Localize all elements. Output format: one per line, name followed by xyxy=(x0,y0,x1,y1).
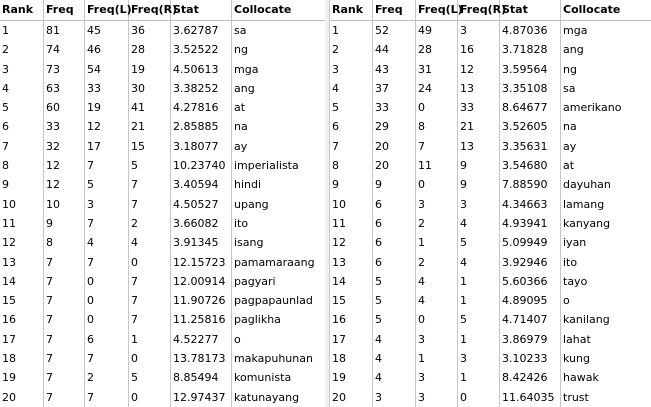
freq-cell: 10 xyxy=(44,195,85,214)
column-freq-right-header[interactable]: Freq(R) xyxy=(458,0,500,20)
rank-cell: 6 xyxy=(330,117,373,136)
rank-cell: 5 xyxy=(330,98,373,117)
freq-left-cell: 7 xyxy=(85,156,129,175)
collocate-cell: isang xyxy=(234,236,264,250)
table-row[interactable] xyxy=(0,156,325,175)
stat-cell: 4.50613 xyxy=(171,60,232,79)
freq-right-cell: 3 xyxy=(458,349,500,368)
collocate-cell: imperialista xyxy=(234,159,299,173)
collocate-cell: hindi xyxy=(234,178,262,192)
freq-right-cell: 4 xyxy=(458,214,500,233)
rank-cell: 19 xyxy=(330,368,373,387)
table-row[interactable] xyxy=(0,175,325,194)
freq-cell: 7 xyxy=(44,291,85,310)
table-row[interactable] xyxy=(0,291,325,310)
table-row[interactable] xyxy=(0,349,325,368)
table-row[interactable] xyxy=(330,137,651,156)
freq-left-cell: 3 xyxy=(416,195,458,214)
stat-cell: 13.78173 xyxy=(171,349,232,368)
freq-cell: 44 xyxy=(373,40,416,59)
table-row[interactable] xyxy=(0,330,325,349)
rank-cell: 14 xyxy=(330,272,373,291)
collocate-cell: o xyxy=(563,294,570,308)
rank-cell: 13 xyxy=(0,253,44,272)
table-row[interactable] xyxy=(0,368,325,387)
freq-left-cell: 8 xyxy=(416,117,458,136)
freq-cell: 6 xyxy=(373,253,416,272)
freq-right-cell: 9 xyxy=(458,156,500,175)
freq-right-cell: 7 xyxy=(129,310,171,329)
stat-cell: 4.87036 xyxy=(500,21,561,40)
stat-cell: 3.18077 xyxy=(171,137,232,156)
rank-cell: 7 xyxy=(330,137,373,156)
table-row[interactable] xyxy=(330,233,651,252)
freq-right-cell: 0 xyxy=(458,388,500,407)
freq-cell: 3 xyxy=(373,388,416,407)
collocate-cell: sa xyxy=(563,81,576,95)
freq-right-cell: 0 xyxy=(129,388,171,407)
stat-cell: 7.88590 xyxy=(500,175,561,194)
stat-cell: 3.35108 xyxy=(500,79,561,98)
freq-right-cell: 4 xyxy=(129,233,171,252)
rank-cell: 17 xyxy=(330,330,373,349)
collocate-cell: ang xyxy=(563,43,584,57)
freq-left-cell: 0 xyxy=(85,310,129,329)
freq-right-cell: 5 xyxy=(129,368,171,387)
freq-right-cell: 7 xyxy=(129,195,171,214)
table-row[interactable] xyxy=(0,272,325,291)
collocate-cell: dayuhan xyxy=(563,178,611,192)
rank-cell: 11 xyxy=(0,214,44,233)
stat-cell: 4.52277 xyxy=(171,330,232,349)
rank-cell: 5 xyxy=(0,98,44,117)
table-row[interactable] xyxy=(0,79,325,98)
freq-left-cell: 17 xyxy=(85,137,129,156)
collocate-cell: ito xyxy=(234,216,249,230)
stat-cell: 3.35631 xyxy=(500,137,561,156)
right-table-header xyxy=(330,0,651,21)
freq-right-cell: 12 xyxy=(458,60,500,79)
stat-cell: 4.27816 xyxy=(171,98,232,117)
freq-right-cell: 2 xyxy=(129,214,171,233)
collocate-cell: na xyxy=(234,120,248,134)
column-stat-header[interactable]: Stat xyxy=(171,0,232,20)
freq-cell: 7 xyxy=(44,253,85,272)
stat-cell: 3.40594 xyxy=(171,175,232,194)
rank-cell: 16 xyxy=(0,310,44,329)
rank-cell: 12 xyxy=(330,233,373,252)
collocate-cell: pagpapaunlad xyxy=(234,294,313,308)
freq-left-cell: 4 xyxy=(416,291,458,310)
table-row[interactable] xyxy=(0,233,325,252)
freq-cell: 9 xyxy=(44,214,85,233)
collocate-cell: na xyxy=(563,120,577,134)
collocate-cell: katunayang xyxy=(234,390,300,404)
freq-cell: 60 xyxy=(44,98,85,117)
freq-right-cell: 7 xyxy=(129,272,171,291)
table-row[interactable] xyxy=(0,310,325,329)
freq-right-cell: 16 xyxy=(458,40,500,59)
freq-left-cell: 0 xyxy=(416,310,458,329)
rank-cell: 2 xyxy=(330,40,373,59)
freq-cell: 5 xyxy=(373,272,416,291)
freq-cell: 7 xyxy=(44,349,85,368)
stat-cell: 3.66082 xyxy=(171,214,232,233)
rank-cell: 10 xyxy=(330,195,373,214)
freq-cell: 8 xyxy=(44,233,85,252)
rank-cell: 20 xyxy=(0,388,44,407)
left-table-header xyxy=(0,0,325,21)
stat-cell: 3.59564 xyxy=(500,60,561,79)
stat-cell: 3.86979 xyxy=(500,330,561,349)
freq-left-cell: 12 xyxy=(85,117,129,136)
freq-cell: 12 xyxy=(44,156,85,175)
rank-cell: 11 xyxy=(330,214,373,233)
freq-left-cell: 7 xyxy=(85,253,129,272)
table-row[interactable] xyxy=(330,272,651,291)
table-row[interactable] xyxy=(0,253,325,272)
freq-right-cell: 3 xyxy=(458,195,500,214)
column-freq-left-header[interactable]: Freq(L) xyxy=(85,0,129,20)
table-row[interactable] xyxy=(330,40,651,59)
freq-right-cell: 33 xyxy=(458,98,500,117)
stat-cell: 8.64677 xyxy=(500,98,561,117)
freq-left-cell: 31 xyxy=(416,60,458,79)
table-row[interactable] xyxy=(330,388,651,407)
rank-cell: 9 xyxy=(330,175,373,194)
stat-cell: 8.85494 xyxy=(171,368,232,387)
table-row[interactable] xyxy=(330,368,651,387)
column-freq-header[interactable]: Freq xyxy=(44,0,85,20)
table-row[interactable] xyxy=(330,291,651,310)
table-row[interactable] xyxy=(330,79,651,98)
stat-cell: 8.42426 xyxy=(500,368,561,387)
rank-cell: 18 xyxy=(0,349,44,368)
collocate-cell: ito xyxy=(563,255,578,269)
freq-right-cell: 1 xyxy=(458,330,500,349)
stat-cell: 5.60366 xyxy=(500,272,561,291)
freq-cell: 7 xyxy=(44,310,85,329)
freq-left-cell: 49 xyxy=(416,21,458,40)
freq-left-cell: 46 xyxy=(85,40,129,59)
stat-cell: 12.00914 xyxy=(171,272,232,291)
rank-cell: 10 xyxy=(0,195,44,214)
table-row[interactable] xyxy=(0,117,325,136)
collocate-cell: lahat xyxy=(563,332,591,346)
freq-cell: 32 xyxy=(44,137,85,156)
freq-right-cell: 13 xyxy=(458,79,500,98)
stat-cell: 3.91345 xyxy=(171,233,232,252)
stat-cell: 11.64035 xyxy=(500,388,561,407)
freq-cell: 73 xyxy=(44,60,85,79)
freq-right-cell: 3 xyxy=(458,21,500,40)
column-freq-left-header[interactable]: Freq(L) xyxy=(416,0,458,20)
freq-left-cell: 1 xyxy=(416,349,458,368)
freq-left-cell: 19 xyxy=(85,98,129,117)
collocate-cell: kung xyxy=(563,352,590,366)
stat-cell: 3.38252 xyxy=(171,79,232,98)
rank-cell: 12 xyxy=(0,233,44,252)
table-row[interactable] xyxy=(330,330,651,349)
rank-cell: 2 xyxy=(0,40,44,59)
table-row[interactable] xyxy=(0,137,325,156)
left-table-body xyxy=(0,21,325,407)
freq-right-cell: 1 xyxy=(458,272,500,291)
stat-cell: 10.23740 xyxy=(171,156,232,175)
freq-cell: 20 xyxy=(373,137,416,156)
stat-cell: 4.93941 xyxy=(500,214,561,233)
stat-cell: 12.97437 xyxy=(171,388,232,407)
rank-cell: 17 xyxy=(0,330,44,349)
freq-left-cell: 0 xyxy=(85,272,129,291)
freq-left-cell: 1 xyxy=(416,233,458,252)
stat-cell: 3.62787 xyxy=(171,21,232,40)
freq-right-cell: 19 xyxy=(129,60,171,79)
table-row[interactable] xyxy=(330,98,651,117)
freq-right-cell: 21 xyxy=(129,117,171,136)
freq-left-cell: 7 xyxy=(85,349,129,368)
collocate-cell: lamang xyxy=(563,197,605,211)
collocate-cell: mga xyxy=(234,62,259,76)
freq-cell: 74 xyxy=(44,40,85,59)
freq-right-cell: 1 xyxy=(458,291,500,310)
table-row[interactable] xyxy=(330,253,651,272)
freq-left-cell: 3 xyxy=(416,330,458,349)
freq-cell: 52 xyxy=(373,21,416,40)
column-collocate-header[interactable]: Collocate xyxy=(563,3,621,16)
freq-left-cell: 3 xyxy=(416,388,458,407)
freq-left-cell: 2 xyxy=(416,253,458,272)
freq-cell: 6 xyxy=(373,214,416,233)
freq-left-cell: 7 xyxy=(85,214,129,233)
freq-cell: 12 xyxy=(44,175,85,194)
freq-left-cell: 5 xyxy=(85,175,129,194)
table-row[interactable] xyxy=(330,60,651,79)
collocate-cell: upang xyxy=(234,197,269,211)
stat-cell: 5.09949 xyxy=(500,233,561,252)
stat-cell: 3.54680 xyxy=(500,156,561,175)
freq-right-cell: 28 xyxy=(129,40,171,59)
column-rank-header[interactable]: Rank xyxy=(0,0,44,20)
freq-left-cell: 24 xyxy=(416,79,458,98)
collocate-cell: at xyxy=(234,101,246,115)
rank-cell: 9 xyxy=(0,175,44,194)
collocate-cell: o xyxy=(234,332,241,346)
freq-right-cell: 1 xyxy=(129,330,171,349)
freq-cell: 4 xyxy=(373,368,416,387)
rank-cell: 14 xyxy=(0,272,44,291)
freq-cell: 33 xyxy=(373,98,416,117)
freq-left-cell: 3 xyxy=(85,195,129,214)
freq-cell: 29 xyxy=(373,117,416,136)
freq-right-cell: 7 xyxy=(129,291,171,310)
freq-right-cell: 5 xyxy=(458,310,500,329)
freq-left-cell: 6 xyxy=(85,330,129,349)
stat-cell: 2.85885 xyxy=(171,117,232,136)
stat-cell: 3.52605 xyxy=(500,117,561,136)
table-row[interactable] xyxy=(330,195,651,214)
freq-left-cell: 33 xyxy=(85,79,129,98)
collocate-cell: ang xyxy=(234,81,255,95)
table-row[interactable] xyxy=(330,214,651,233)
freq-left-cell: 11 xyxy=(416,156,458,175)
table-row[interactable] xyxy=(0,98,325,117)
rank-cell: 6 xyxy=(0,117,44,136)
right-collocate-table xyxy=(329,0,651,407)
freq-cell: 6 xyxy=(373,195,416,214)
column-stat-header[interactable]: Stat xyxy=(500,0,561,20)
freq-right-cell: 5 xyxy=(129,156,171,175)
table-row[interactable] xyxy=(0,195,325,214)
freq-cell: 7 xyxy=(44,388,85,407)
freq-left-cell: 7 xyxy=(416,137,458,156)
freq-right-cell: 15 xyxy=(129,137,171,156)
freq-cell: 4 xyxy=(373,330,416,349)
freq-left-cell: 3 xyxy=(416,368,458,387)
rank-cell: 15 xyxy=(0,291,44,310)
collocate-cell: ng xyxy=(563,62,577,76)
collocate-cell: hawak xyxy=(563,371,599,385)
column-collocate-header[interactable]: Collocate xyxy=(234,3,292,16)
freq-left-cell: 0 xyxy=(416,98,458,117)
freq-left-cell: 4 xyxy=(85,233,129,252)
freq-right-cell: 30 xyxy=(129,79,171,98)
stat-cell: 3.52522 xyxy=(171,40,232,59)
freq-right-cell: 9 xyxy=(458,175,500,194)
freq-right-cell: 7 xyxy=(129,175,171,194)
stat-cell: 3.71828 xyxy=(500,40,561,59)
collocate-cell: iyan xyxy=(563,236,587,250)
table-row[interactable] xyxy=(0,40,325,59)
right-table-body xyxy=(330,21,651,407)
rank-cell: 15 xyxy=(330,291,373,310)
freq-left-cell: 28 xyxy=(416,40,458,59)
collocate-cell: mga xyxy=(563,24,588,37)
freq-right-cell: 36 xyxy=(129,21,171,40)
rank-cell: 3 xyxy=(330,60,373,79)
rank-cell: 3 xyxy=(0,60,44,79)
stat-cell: 4.71407 xyxy=(500,310,561,329)
freq-cell: 43 xyxy=(373,60,416,79)
collocate-cell: kanilang xyxy=(563,313,610,327)
table-row[interactable] xyxy=(0,21,325,40)
rank-cell: 13 xyxy=(330,253,373,272)
stat-cell: 4.89095 xyxy=(500,291,561,310)
rank-cell: 8 xyxy=(330,156,373,175)
column-rank-header[interactable]: Rank xyxy=(330,0,373,20)
collocate-cell: paglikha xyxy=(234,313,281,327)
table-row[interactable] xyxy=(0,214,325,233)
collocate-cell: amerikano xyxy=(563,101,622,115)
table-row[interactable] xyxy=(330,175,651,194)
stat-cell: 12.15723 xyxy=(171,253,232,272)
stat-cell: 4.34663 xyxy=(500,195,561,214)
rank-cell: 19 xyxy=(0,368,44,387)
collocate-cell: at xyxy=(563,159,575,173)
freq-left-cell: 0 xyxy=(85,291,129,310)
freq-left-cell: 45 xyxy=(85,21,129,40)
freq-right-cell: 1 xyxy=(458,368,500,387)
collocate-cell: sa xyxy=(234,24,247,37)
freq-cell: 37 xyxy=(373,79,416,98)
stat-cell: 11.25816 xyxy=(171,310,232,329)
freq-cell: 7 xyxy=(44,368,85,387)
rank-cell: 16 xyxy=(330,310,373,329)
collocate-cell: pagyari xyxy=(234,274,276,288)
collocate-cell: kanyang xyxy=(563,216,611,230)
freq-right-cell: 5 xyxy=(458,233,500,252)
freq-cell: 20 xyxy=(373,156,416,175)
freq-cell: 5 xyxy=(373,310,416,329)
rank-cell: 4 xyxy=(330,79,373,98)
freq-cell: 81 xyxy=(44,21,85,40)
stat-cell: 3.10233 xyxy=(500,349,561,368)
rank-cell: 20 xyxy=(330,388,373,407)
column-freq-right-header[interactable]: Freq(R) xyxy=(129,0,171,20)
stat-cell: 3.92946 xyxy=(500,253,561,272)
freq-cell: 9 xyxy=(373,175,416,194)
freq-left-cell: 0 xyxy=(416,175,458,194)
freq-right-cell: 0 xyxy=(129,253,171,272)
freq-right-cell: 4 xyxy=(458,253,500,272)
rank-cell: 8 xyxy=(0,156,44,175)
collocate-cell: makapuhunan xyxy=(234,352,313,366)
freq-left-cell: 7 xyxy=(85,388,129,407)
table-row[interactable] xyxy=(330,21,651,40)
freq-right-cell: 13 xyxy=(458,137,500,156)
table-row[interactable] xyxy=(0,60,325,79)
freq-cell: 7 xyxy=(44,272,85,291)
collocate-cell: trust xyxy=(563,390,589,404)
collocate-cell: pamamaraang xyxy=(234,255,315,269)
freq-left-cell: 4 xyxy=(416,272,458,291)
freq-right-cell: 21 xyxy=(458,117,500,136)
collocate-cell: ay xyxy=(234,139,248,153)
rank-cell: 1 xyxy=(0,21,44,40)
rank-cell: 1 xyxy=(330,21,373,40)
stat-cell: 4.50527 xyxy=(171,195,232,214)
freq-cell: 63 xyxy=(44,79,85,98)
table-row[interactable] xyxy=(330,117,651,136)
freq-cell: 6 xyxy=(373,233,416,252)
table-row[interactable] xyxy=(0,388,325,407)
freq-right-cell: 0 xyxy=(129,349,171,368)
freq-cell: 5 xyxy=(373,291,416,310)
freq-right-cell: 41 xyxy=(129,98,171,117)
freq-left-cell: 2 xyxy=(416,214,458,233)
freq-left-cell: 54 xyxy=(85,60,129,79)
column-freq-header[interactable]: Freq xyxy=(373,0,416,20)
rank-cell: 18 xyxy=(330,349,373,368)
freq-cell: 33 xyxy=(44,117,85,136)
collocate-cell: ay xyxy=(563,139,577,153)
table-row[interactable] xyxy=(330,156,651,175)
table-row[interactable] xyxy=(330,349,651,368)
rank-cell: 7 xyxy=(0,137,44,156)
stat-cell: 11.90726 xyxy=(171,291,232,310)
freq-left-cell: 2 xyxy=(85,368,129,387)
collocate-cell: komunista xyxy=(234,371,292,385)
collocate-cell: tayo xyxy=(563,274,588,288)
table-row[interactable] xyxy=(330,310,651,329)
collocate-cell: ng xyxy=(234,43,248,57)
rank-cell: 4 xyxy=(0,79,44,98)
left-collocate-table xyxy=(0,0,325,407)
freq-cell: 4 xyxy=(373,349,416,368)
freq-cell: 7 xyxy=(44,330,85,349)
